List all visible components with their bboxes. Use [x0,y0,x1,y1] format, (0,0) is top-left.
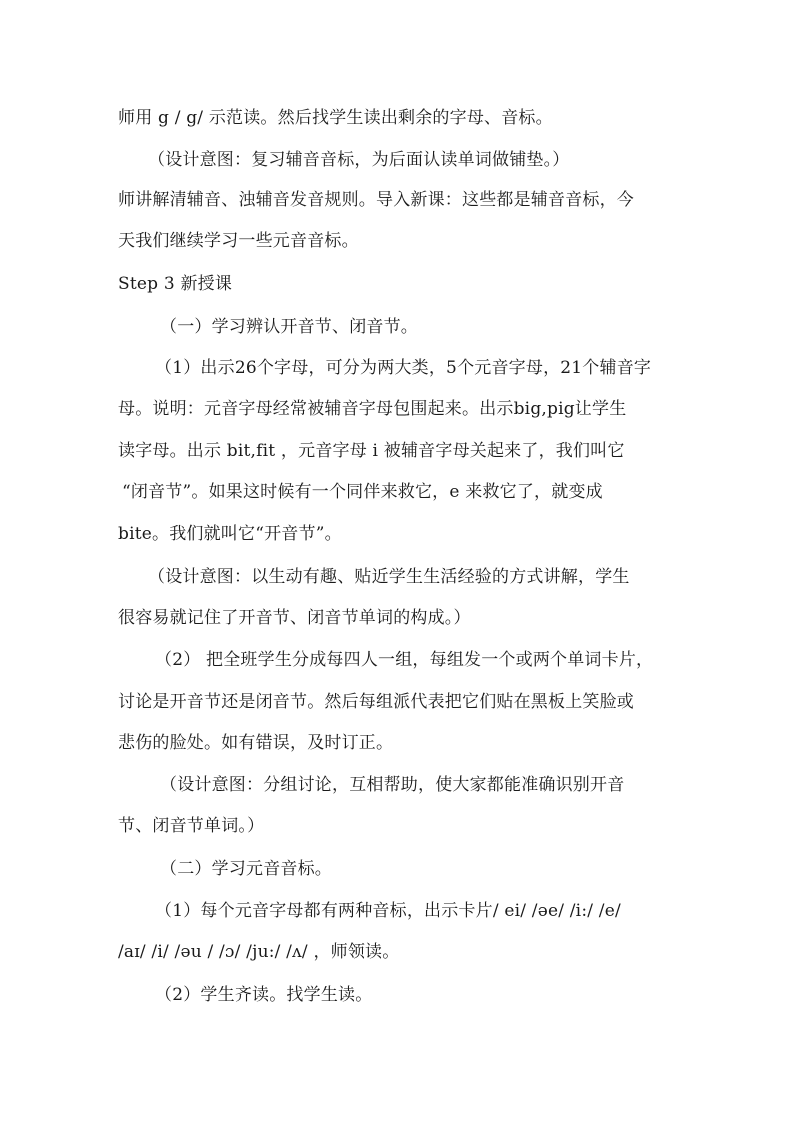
text-line-7: （1）出示26个字母，可分为两大类，5个元音字母，21个辅音字 [155,358,652,378]
text-line-22: （2）学生齐读。找学生读。 [155,985,373,1005]
text-line-11: bite。我们就叫它“开音节”。 [118,524,342,544]
section-heading-1: （一）学习辨认开音节、闭音节。 [160,317,418,337]
text-line-13: 很容易就记住了开音节、闭音节单词的构成。） [118,608,471,628]
text-line-16: 悲伤的脸处。如有错误，及时订正。 [118,733,394,753]
text-line-9: 读字母。出示 bit,fit ，元音字母 i 被辅音字母关起来了，我们叫它 [118,441,625,461]
text-line-15: 讨论是开音节还是闭音节。然后每组派代表把它们贴在黑板上笑脸或 [118,692,634,712]
step-heading: Step 3 新授课 [118,274,233,294]
section-heading-2: （二）学习元音音标。 [160,859,332,879]
text-line-20: （1）每个元音字母都有两种音标，出示卡片/ ei/ /əe/ /i:/ /e/ [155,901,621,921]
text-line-1: 师用 g / g/ 示范读。然后找学生读出剩余的字母、音标。 [118,108,553,128]
design-intent-3: （设计意图：分组讨论，互相帮助，使大家都能准确识别开音 [160,775,625,795]
text-line-18: 节、闭音节单词。） [118,816,265,836]
text-line-4: 天我们继续学习一些元音音标。 [118,231,359,251]
text-line-21: /aɪ/ /i/ /əu / /ɔ/ /ju:/ /ʌ/ ，师领读。 [118,942,400,962]
text-line-3: 师讲解清辅音、浊辅音发音规则。导入新课：这些都是辅音音标，今 [118,190,634,210]
text-line-8: 母。说明：元音字母经常被辅音字母包围起来。出示big,pig让学生 [118,399,627,419]
text-line-14: （2） 把全班学生分成每四人一组，每组发一个或两个单词卡片， [155,650,654,670]
design-intent-2: （设计意图：以生动有趣、贴近学生生活经验的方式讲解，学生 [148,567,630,587]
design-intent-1: （设计意图：复习辅音音标，为后面认读单词做铺垫。） [148,150,570,170]
text-line-10: “闭音节”。如果这时候有一个同伴来救它，e 来救它了，就变成 [122,482,603,502]
